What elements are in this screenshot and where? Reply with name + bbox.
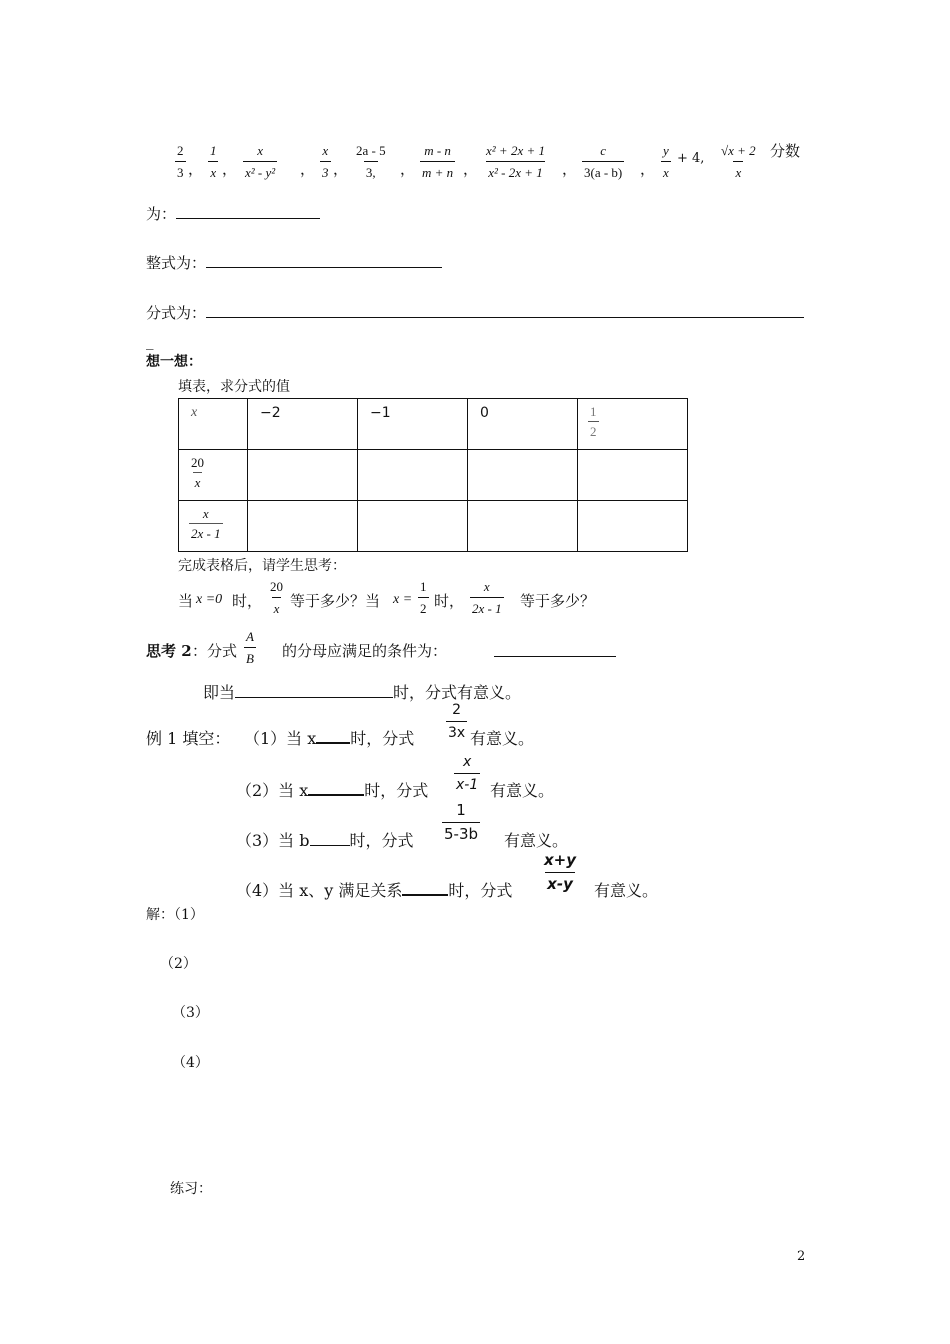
example-fraction: $\frac{x}{x-1}$ bbox=[456, 754, 479, 793]
example-item: （4）当 x、y 满足关系 时，分式 bbox=[236, 881, 513, 900]
fraction-3: $\frac{x}{\text{x² - y²}}$ bbox=[245, 143, 276, 180]
question-fraction-1: $\frac{20}{x}$ bbox=[270, 579, 283, 616]
jidang-line: 即当 时，分式有意义。 bbox=[203, 683, 522, 702]
solution-4: （4） bbox=[172, 1055, 209, 1071]
line-fenshi: 分式为： bbox=[146, 302, 804, 323]
think2-fraction: $\frac{A}{B}$ bbox=[246, 629, 254, 666]
example-fraction: $\frac{1}{5-3b}$ bbox=[444, 801, 479, 843]
answer-blank[interactable] bbox=[206, 305, 804, 318]
separator: ， bbox=[333, 160, 349, 178]
fraction-4: $\frac{x}{3}$ bbox=[322, 143, 329, 180]
fraction-tail-text: 分数 bbox=[770, 142, 801, 160]
answer-blank[interactable] bbox=[308, 782, 364, 796]
answer-blank[interactable] bbox=[310, 833, 350, 846]
example-item: （1）当 x 时，分式 bbox=[244, 729, 415, 748]
table-cell[interactable] bbox=[468, 501, 578, 552]
solution-3: （3） bbox=[172, 1005, 209, 1021]
table-row bbox=[179, 399, 688, 450]
fraction-6: $\frac{m - n}{m + n}$ bbox=[422, 143, 454, 180]
think-heading: 想一想： bbox=[146, 354, 202, 370]
separator: ， bbox=[300, 160, 316, 178]
practice-heading: 练习： bbox=[170, 1181, 212, 1197]
line-zhengshi: 整式为： bbox=[146, 252, 442, 273]
table-cell: −1 bbox=[358, 399, 468, 450]
solution-2: （2） bbox=[160, 956, 197, 972]
value-table bbox=[178, 398, 688, 552]
table-cell[interactable] bbox=[578, 501, 688, 552]
table-cell[interactable] bbox=[468, 450, 578, 501]
question-fraction-2: $\frac{x}{2x - 1}$ bbox=[472, 579, 502, 616]
table-row bbox=[179, 501, 688, 552]
table-cell[interactable] bbox=[248, 450, 358, 501]
table-cell bbox=[179, 501, 248, 552]
table-intro: 填表，求分式的值 bbox=[178, 379, 290, 395]
table-cell bbox=[578, 399, 688, 450]
example-label: 例 1 填空： bbox=[146, 729, 231, 748]
example-item: （3）当 b 时，分式 bbox=[236, 831, 414, 850]
separator: ， bbox=[640, 160, 656, 178]
separator: ， bbox=[400, 160, 416, 178]
page-number: 2 bbox=[797, 1249, 806, 1264]
row-label-fraction: $\frac{x}{2x - 1}$ bbox=[191, 506, 221, 541]
example-fraction: $\frac{x+y}{x-y}$ bbox=[544, 851, 577, 893]
answer-blank[interactable] bbox=[402, 882, 448, 896]
table-row bbox=[179, 450, 688, 501]
answer-blank[interactable] bbox=[494, 644, 616, 657]
separator: ， bbox=[222, 160, 238, 178]
answer-blank[interactable] bbox=[206, 255, 442, 268]
separator: ， bbox=[562, 160, 578, 178]
row-label-fraction: $\frac{20}{x}$ bbox=[191, 455, 204, 490]
after-table-text: 完成表格后，请学生思考： bbox=[178, 558, 346, 574]
answer-blank[interactable] bbox=[316, 730, 350, 744]
table-cell[interactable] bbox=[578, 450, 688, 501]
fraction-1: $\frac{2}{3}$ bbox=[177, 143, 184, 180]
table-cell: 0 bbox=[468, 399, 578, 450]
example-item: （2）当 x 时，分式 bbox=[236, 781, 429, 800]
table-cell[interactable] bbox=[358, 501, 468, 552]
fraction-7: $\frac{\text{x² + 2x + 1}}{\text{x² - 2x + 1}}$ bbox=[486, 143, 545, 180]
solution-1: 解：（1） bbox=[146, 907, 204, 923]
answer-blank[interactable] bbox=[176, 206, 320, 219]
table-cell: −2 bbox=[248, 399, 358, 450]
table-cell bbox=[179, 450, 248, 501]
separator: ， bbox=[463, 160, 479, 178]
fraction-9-tail: + 4, bbox=[677, 151, 705, 166]
stray-mark: _ bbox=[146, 332, 154, 350]
example-fraction: $\frac{2}{3x}$ bbox=[448, 702, 466, 741]
answer-blank[interactable] bbox=[235, 685, 393, 698]
fraction-9: $\frac{y}{x}$ bbox=[663, 143, 669, 180]
table-cell: x bbox=[179, 399, 248, 450]
fraction-10: $\frac{√x + 2}{x}$ bbox=[721, 143, 756, 180]
question-half: $\frac{1}{2}$ bbox=[420, 579, 427, 616]
fraction-5: $\frac{2a - 5}{3,}$ bbox=[356, 143, 386, 180]
separator: ， bbox=[188, 160, 204, 178]
fraction-8: $\frac{c}{3(a - b)}$ bbox=[584, 143, 623, 180]
table-cell[interactable] bbox=[358, 450, 468, 501]
line-wei: 为： bbox=[146, 203, 320, 224]
table-cell[interactable] bbox=[248, 501, 358, 552]
fraction-2: $\frac{1}{x}$ bbox=[210, 143, 217, 180]
half-fraction: $\frac{1}{2}$ bbox=[590, 404, 597, 439]
